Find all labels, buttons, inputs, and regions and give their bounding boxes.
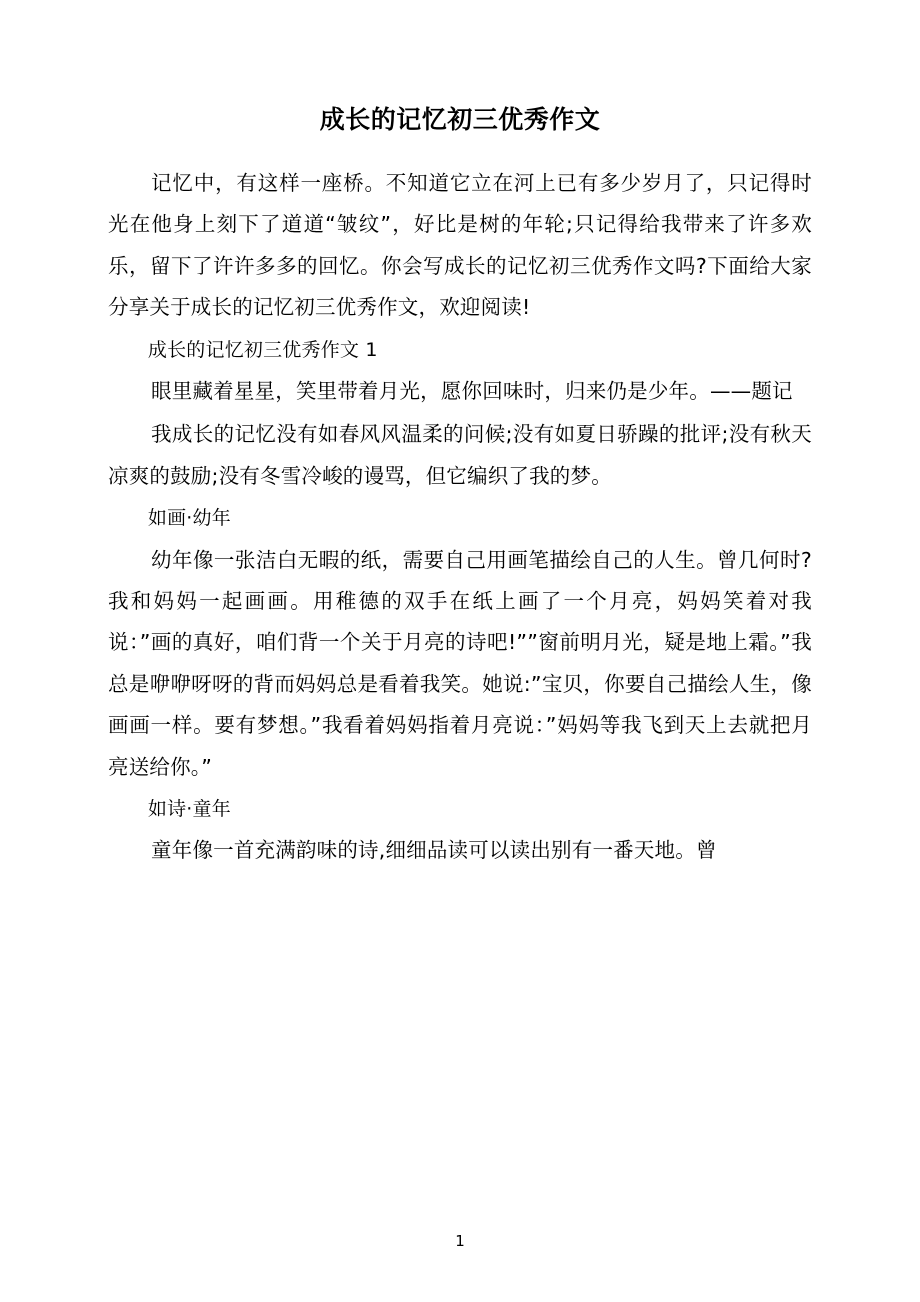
paragraph-3: 幼年像一张洁白无暇的纸，需要自己用画笔描绘自己的人生。曾几何时?我和妈妈一起画画。用稚德的双手在纸上画了一个月亮，妈妈笑着对我说：”画的真好，咱们背一个关于月亮的诗吧!””窗前明月光，疑是地上霜。”我总是咿咿呀呀的背而妈妈总是看着我笑。她说:”宝贝，你要自己描绘人生，像画画一样。要有梦想。”我看着妈妈指着月亮说：”妈妈等我飞到天上去就把月亮送给你。” <box>108 547 812 779</box>
paragraph-epigraph: 眼里藏着星星，笑里带着月光，愿你回味时，归来仍是少年。——题记 <box>151 379 793 403</box>
paragraph-2: 我成长的记忆没有如春风风温柔的问候;没有如夏日骄躁的批评;没有秋天凉爽的鼓励;没有冬雪冷峻的谩骂，但它编织了我的梦。 <box>108 422 812 488</box>
section-heading-childhood-painting: 如画·幼年 <box>147 507 231 530</box>
section-heading-essay-1: 成长的记忆初三优秀作文 1 <box>147 338 378 361</box>
section-heading-childhood-poem: 如诗·童年 <box>147 798 231 821</box>
page-number: 1 <box>455 1232 465 1250</box>
paragraph-1: 记忆中，有这样一座桥。不知道它立在河上已有多少岁月了，只记得时光在他身上刻下了道道“皱纹”，好比是树的年轮;只记得给我带来了许多欢乐，留下了许许多多的回忆。你会写成长的记忆初三优秀作文吗?下面给大家分享关于成长的记忆初三优秀作文，欢迎阅读! <box>108 171 812 320</box>
paragraph-4: 童年像一首充满韵味的诗,细细品读可以读出别有一番天地。曾 <box>151 838 717 863</box>
page-title: 成长的记忆初三优秀作文 <box>319 105 601 134</box>
